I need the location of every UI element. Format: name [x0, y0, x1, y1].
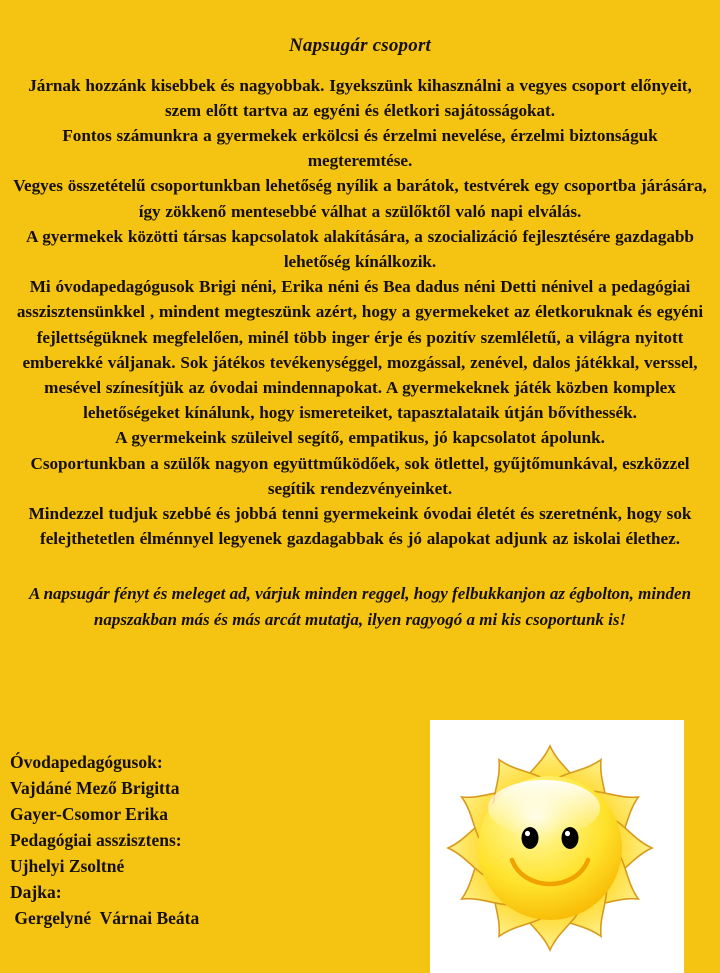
paragraph: Járnak hozzánk kisebbek és nagyobbak. Igyekszünk kihasználni a vegyes csoport előnyeit, szem előtt tartva az egyéni és életkori sajátosságokat.	[28, 75, 692, 120]
paragraph: Mindezzel tudjuk szebbé és jobbá tenni gyermekeink óvodai életét és szeretnénk, hogy sok felejthetetlen élménnyel legyenek gazdagabbak és jó alapokat adjunk az iskolai élethez.	[28, 504, 692, 549]
paragraph: Fontos számunkra a gyermekek erkölcsi és érzelmi nevelése, érzelmi biztonságuk megteremtése.	[62, 126, 658, 171]
staff-role-label: Óvodapedagógusok:	[10, 751, 163, 772]
staff-role-label: Dajka:	[10, 881, 62, 902]
page-title: Napsugár csoport	[288, 34, 432, 56]
poster-page	[0, 13, 720, 973]
closing-stanza-block	[0, 581, 720, 632]
paragraph: Vegyes összetételű csoportunkban lehetőség nyílik a barátok, testvérek egy csoportba járására, így zökkenő mentesebbé válhat a szülőktől való napi elválás.	[13, 176, 707, 221]
paragraph: A gyermekek közötti társas kapcsolatok alakítására, a szocializáció fejlesztésére gazdagabb lehetőség kínálkozik.	[26, 226, 694, 272]
main-text-block	[0, 73, 720, 552]
staff-role-label: Pedagógiai asszisztens:	[10, 829, 182, 850]
paragraph: A gyermekeink szüleivel segítő, empatikus, jó kapcsolatot ápolunk.	[115, 428, 605, 448]
sun-icon	[430, 720, 684, 973]
staff-name: Vajdáné Mező Brigitta	[10, 777, 180, 798]
staff-list	[10, 749, 430, 931]
staff-name: Ujhelyi Zsoltné	[10, 855, 125, 876]
paragraph: Csoportunkban a szülők nagyon együttműködőek, sok ötlettel, gyűjtőmunkával, eszközzel segítik rendezvényeinket.	[30, 453, 690, 498]
staff-name: Gayer-Csomor Erika	[10, 803, 168, 824]
paragraph: Mi óvodapedagógusok Brigi néni, Erika néni és Bea dadus néni Detti nénivel a pedagógiai asszisztensünkkel , mindent megteszünk azért, hogy a gyermekeket az életkoruknak és egyéni fejlettségüknek megfelelően, minél több inger érje és pozitív szemléletű, a világra nyitott emberekké váljanak. Sok játékos tevékenységgel, mozgással, zenével, dalos játékkal, verssel, mesével színesítjük az óvodai mindennapokat. A gyermekeknek játék közben komplex lehetőségeket kínálunk, hogy ismereteiket, tapasztalataik útján bővíthessék.	[16, 277, 704, 423]
closing-stanza: A napsugár fényt és meleget ad, várjuk minden reggel, hogy felbukkanjon az égbolton, minden napszakban más és más arcát mutatja, ilyen ragyogó a mi kis csoportunk is!	[28, 584, 692, 629]
smiling-sun-image	[430, 720, 684, 973]
staff-name: Gergelyné Várnai Beáta	[10, 907, 200, 928]
